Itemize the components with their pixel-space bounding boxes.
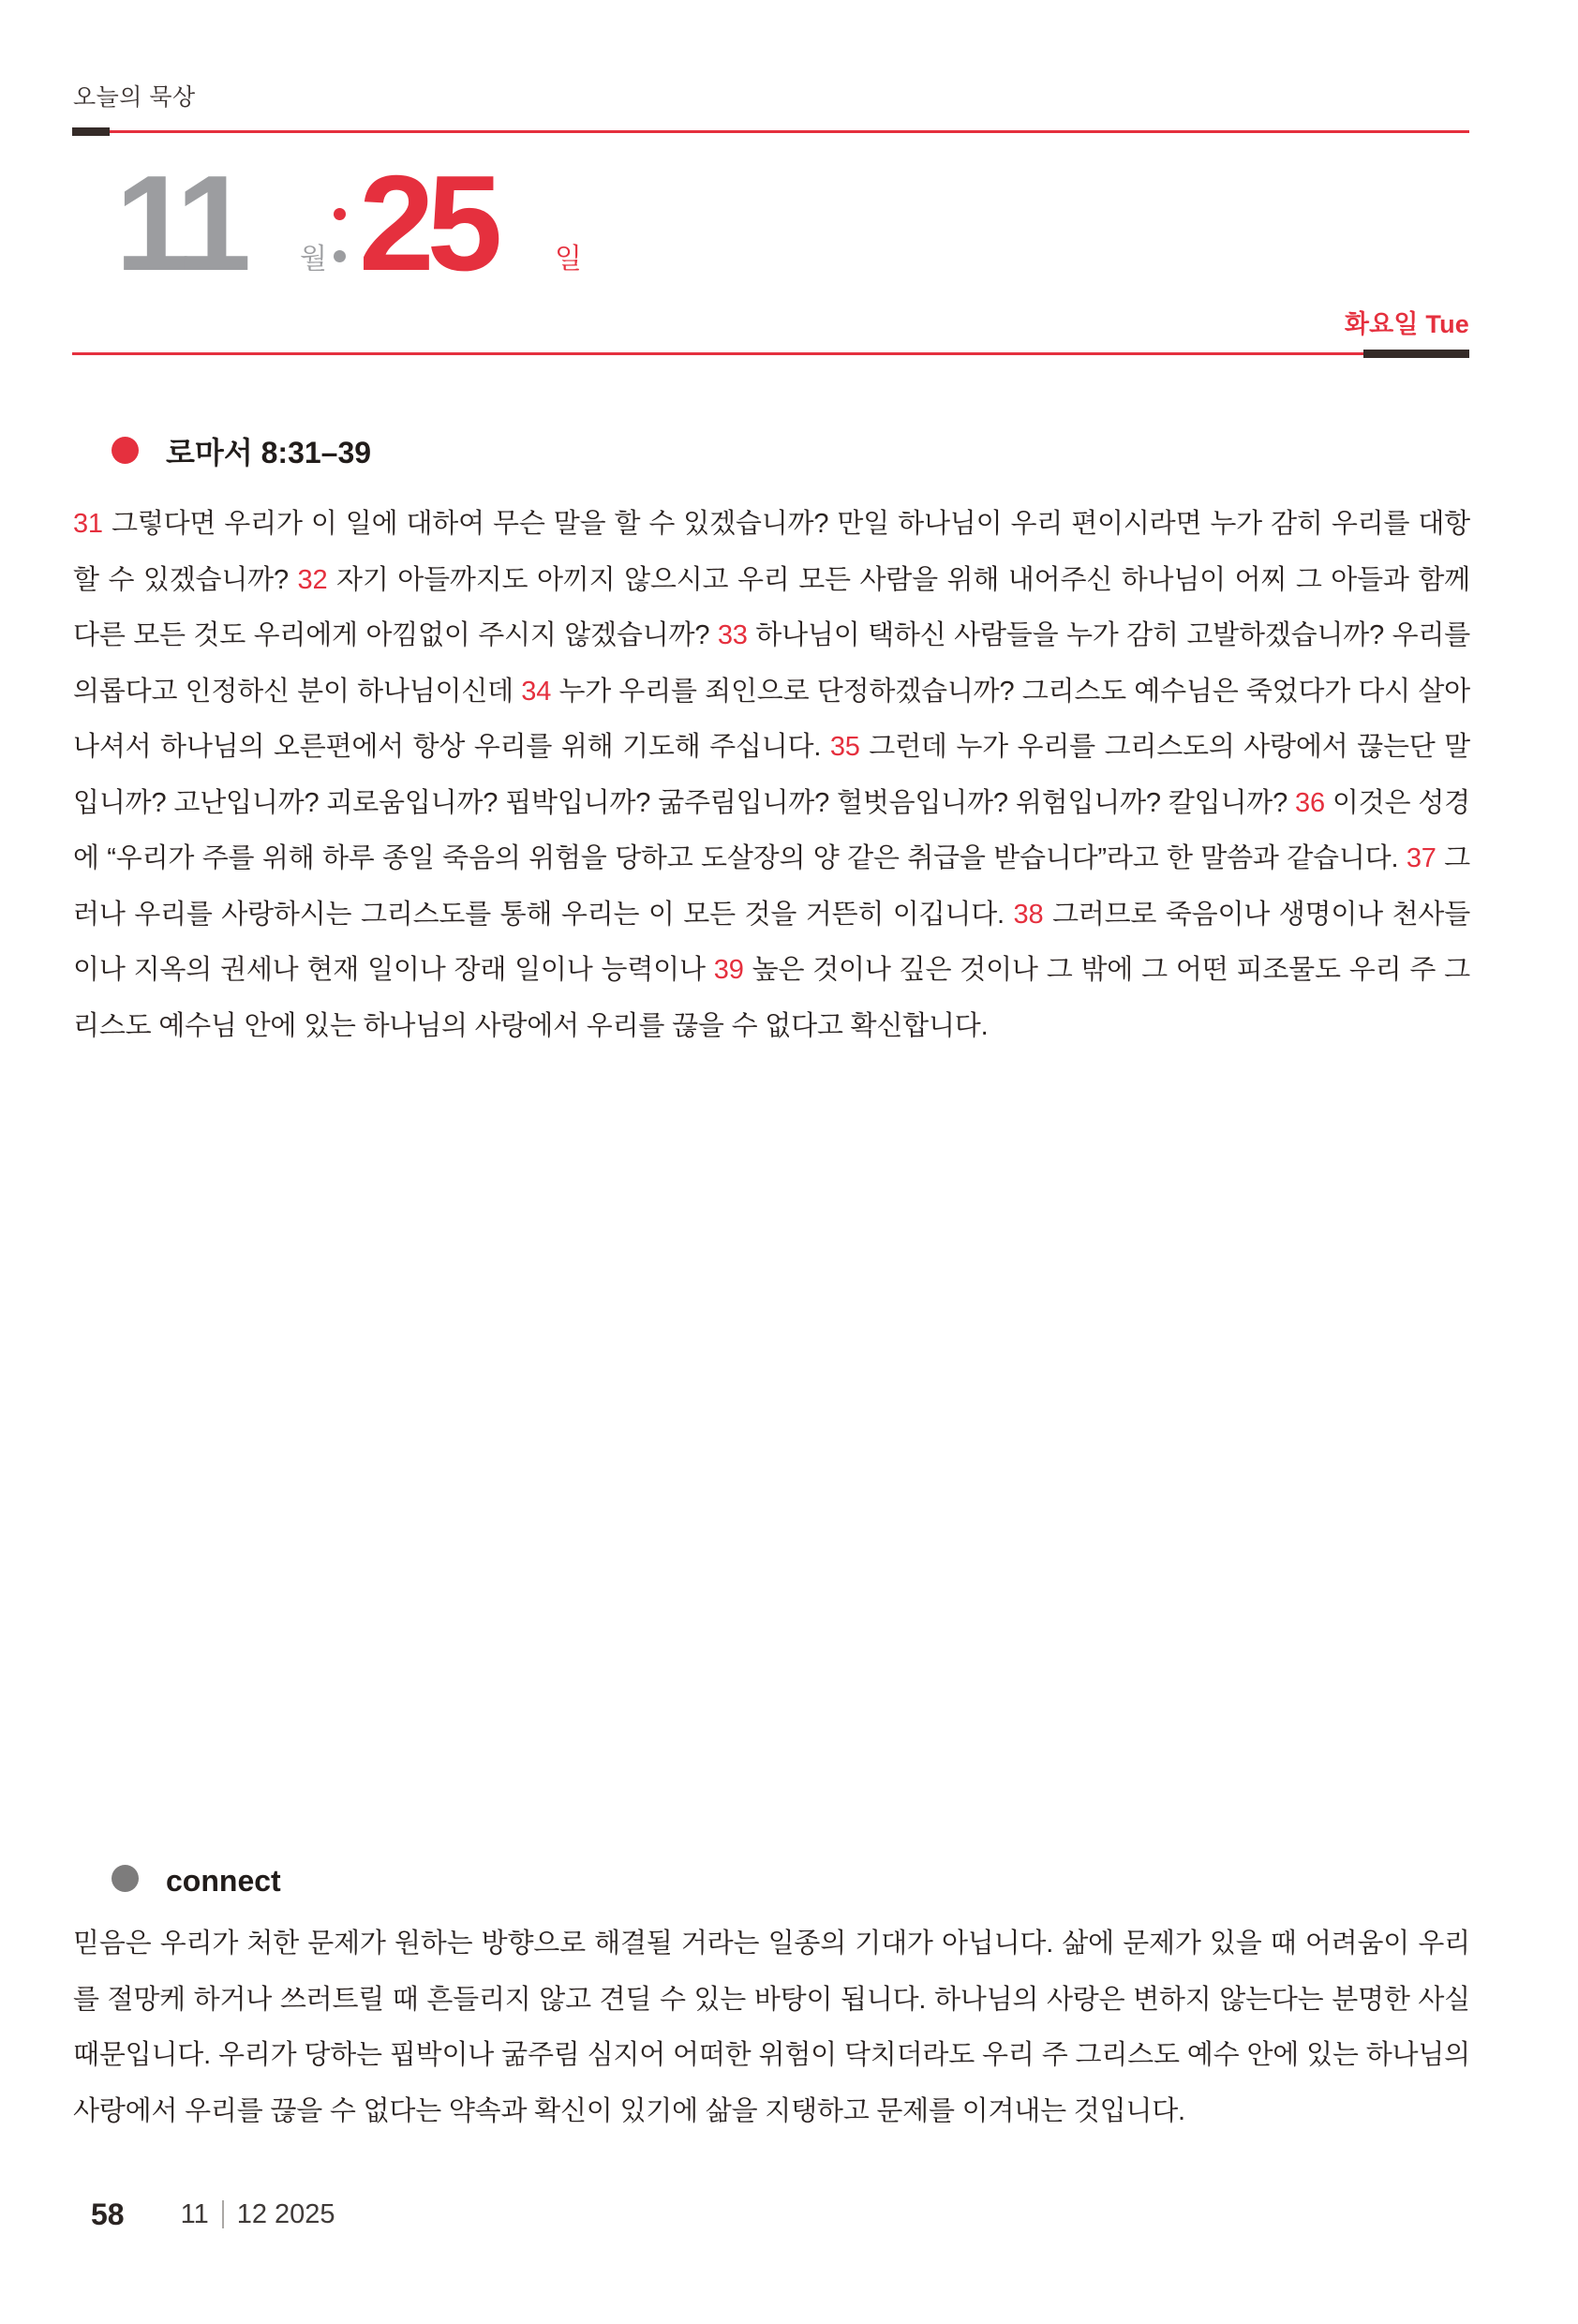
connect-title: connect <box>166 1864 281 1898</box>
red-bullet-icon <box>112 437 139 464</box>
top-divider <box>72 127 1469 136</box>
footer-separator <box>222 2200 224 2228</box>
issue-label <box>181 2198 335 2230</box>
scripture-reference: 로마서 8:31–39 <box>166 436 372 469</box>
verse-number: 39 <box>713 955 744 985</box>
date-month-unit: 월 <box>300 244 327 275</box>
date-day-number: 25 <box>359 147 496 299</box>
date-month-number: 11 <box>115 147 245 299</box>
verse-number: 36 <box>1295 787 1325 818</box>
page-title: 오늘의 묵상 <box>73 84 196 111</box>
bottom-divider-red-line <box>72 352 1363 355</box>
verse-number: 31 <box>73 509 103 539</box>
gray-bullet-icon <box>112 1865 139 1892</box>
issue-year: 12 2025 <box>236 2199 335 2229</box>
top-divider-red-line <box>110 130 1469 133</box>
date-day-unit: 일 <box>555 244 582 275</box>
issue-month: 11 <box>180 2199 209 2229</box>
page-number: 58 <box>91 2197 125 2231</box>
connect-text: 믿음은 우리가 처한 문제가 원하는 방향으로 해결될 거라는 일종의 기대가 아닙니다. 삶에 문제가 있을 때 어려움이 우리를 절망케 하거나 쓰러트릴 때 흔들리지 않고 견딜 수 있는 바탕이 됩니다. 하나님의 사랑은 변하지 않는다는 분명한 사실 때문입니다. 우리가 당하는 핍박이나 굶주림 심지어 어떠한 위험이 닥치더라도 우리 주 그리스도 예수 안에 있는 하나님의 사랑에서 우리를 끊을 수 없다는 약속과 확신이 있기에 삶을 지탱하고 문제를 이겨내는 것입니다. <box>73 1929 1470 2126</box>
verse-number: 38 <box>1013 899 1044 930</box>
verse-number: 33 <box>717 620 748 650</box>
header-bottom-divider <box>72 350 1469 358</box>
page-footer <box>91 2198 335 2230</box>
scripture-text: 31 그렇다면 우리가 이 일에 대하여 무슨 말을 할 수 있겠습니까? 만일 하나님이 우리 편이시라면 누가 감히 우리를 대항할 수 있겠습니까? 32 자기 아들까지도 아끼지 않으시고 우리 모든 사람을 위해 내어주신 하나님이 어찌 그 아들과 함께 다른 모든 것도 우리에게 아낌없이 주시지 않겠습니까? 33 하나님이 택하신 사람들을 누가 감히 고발하겠습니까? 우리를 의롭다고 인정하신 분이 하나님이신데 34 누가 우리를 죄인으로 단정하겠습니까? 그리스도 예수님은 죽었다가 다시 살아나셔서 하나님의 오른편에서 항상 우리를 위해 기도해 주십니다. 35 그런데 누가 우리를 그리스도의 사랑에서 끊는단 말입니까? 고난입니까? 괴로움입니까? 핍박입니까? 굶주림입니까? 헐벗음입니까? 위험입니까? 칼입니까? 36 이것은 성경에 “우리가 주를 위해 하루 종일 죽음의 위험을 당하고 도살장의 양 같은 취급을 받습니다”라고 한 말씀과 같습니다. 37 그러나 우리를 사랑하시는 그리스도를 통해 우리는 이 모든 것을 거뜬히 이깁니다. 38 그러므로 죽음이나 생명이나 천사들이나 지옥의 권세나 현재 일이나 장래 일이나 능력이나 39 높은 것이나 깊은 것이나 그 밖에 그 어떤 피조물도 우리 주 그리스도 예수님 안에 있는 하나님의 사랑에서 우리를 끊을 수 없다고 확신합니다. <box>73 509 1471 1041</box>
verse-number: 37 <box>1406 843 1437 873</box>
verse-number: 34 <box>521 676 552 707</box>
verse-number: 35 <box>829 732 860 762</box>
date-colon-icon <box>334 250 346 262</box>
verse-number: 32 <box>297 564 328 595</box>
date-colon-icon <box>334 208 346 220</box>
weekday-label: 화요일 Tue <box>1344 310 1469 338</box>
bottom-divider-dark-cap <box>1363 350 1469 358</box>
top-divider-dark-cap <box>72 127 110 136</box>
